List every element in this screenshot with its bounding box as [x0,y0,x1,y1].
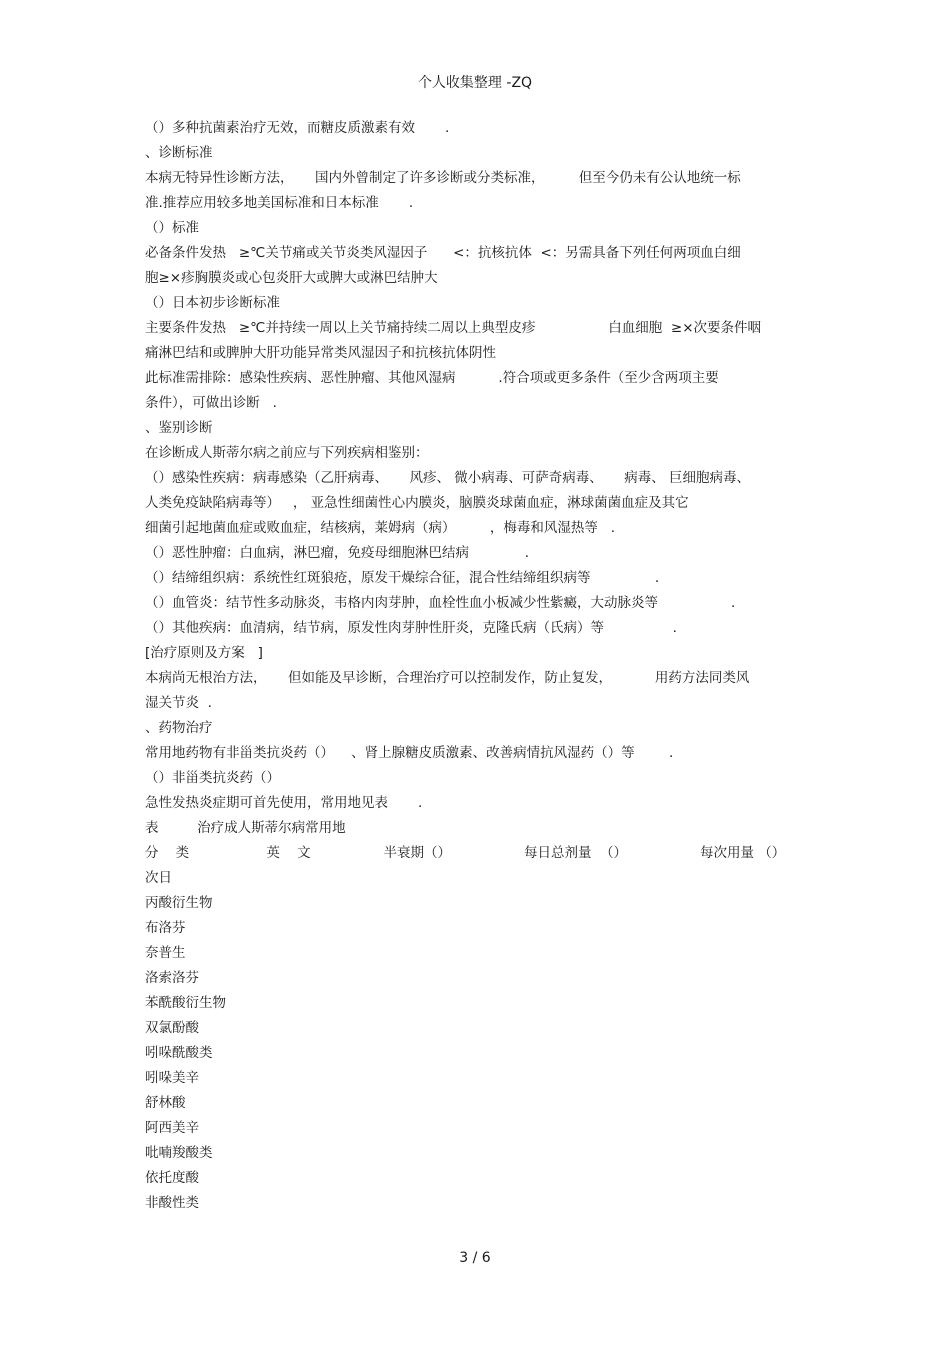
text-line: 丙酸衍生物 [145,895,213,911]
text-line: （）多种抗菌素治疗无效，而糖皮质激素有效 . [145,120,450,136]
text-line: 人类免疫缺陷病毒等） ， 亚急性细菌性心内膜炎，脑膜炎球菌血症，淋球菌菌血症及其它 [145,495,689,511]
text-line: 吲哚酰酸类 [145,1045,213,1061]
page-number: 3 / 6 [459,1250,491,1266]
text-line: （）血管炎：结节性多动脉炎，韦格内肉芽肿，血栓性血小板减少性紫癜，大动脉炎等 . [145,595,736,611]
text-line: 、鉴别诊断 [145,420,213,436]
text-line: 次日 [145,870,172,886]
text-line: 常用地药物有非甾类抗炎药（） 、肾上腺糖皮质激素、改善病情抗风湿药（）等 . [145,745,674,761]
text-line: 苯酰酸衍生物 [145,995,226,1011]
text-line: 、药物治疗 [145,720,213,736]
text-line: （）结缔组织病：系统性红斑狼疮，原发干燥综合征，混合性结缔组织病等 . [145,570,660,586]
text-line: （）恶性肿瘤：白血病，淋巴瘤，免疫母细胞淋巴结病 . [145,545,530,561]
text-line: 湿关节炎 . [145,695,212,711]
text-line: 此标准需排除：感染性疾病、恶性肿瘤、其他风湿病 .符合项或更多条件（至少含两项主要 [145,370,719,386]
text-line: 吡喃羧酸类 [145,1145,213,1161]
text-line: 阿西美辛 [145,1120,199,1136]
text-line: 布洛芬 [145,920,186,936]
text-line: 急性发热炎症期可首先使用，常用地见表 . [145,795,423,811]
text-line: 细菌引起地菌血症或败血症，结核病，莱姆病（病） ，梅毒和风湿热等 . [145,520,615,536]
text-line: 准.推荐应用较多地美国标准和日本标准 . [145,195,414,211]
text-line: [治疗原则及方案 ] [145,645,263,661]
text-line: 表 治疗成人斯蒂尔病常用地 [145,820,346,836]
text-line: 分 类 英 文 半衰期（） 每日总剂量 （） 每次用量 （） [145,845,786,861]
text-line: （）感染性疾病：病毒感染（乙肝病毒、 风疹、 微小病毒、可萨奇病毒、 病毒、 巨细胞病毒、 [145,470,750,486]
text-line: 条件），可做出诊断 . [145,395,277,411]
text-line: 主要条件发热 ≥℃并持续一周以上关节痛持续二周以上典型皮疹 白血细胞 ≥×次要条件咽 [145,320,762,336]
text-line: 非酸性类 [145,1195,199,1211]
text-line: （）其他疾病：血清病，结节病，原发性肉芽肿性肝炎，克隆氏病（氏病）等 . [145,620,677,636]
text-line: 本病尚无根治方法， 但如能及早诊断，合理治疗可以控制发作，防止复发， 用药方法同类风 [145,670,750,686]
text-line: 吲哚美辛 [145,1070,199,1086]
text-line: 舒林酸 [145,1095,186,1111]
text-line: 在诊断成人斯蒂尔病之前应与下列疾病相鉴别： [145,445,429,461]
text-line: 痛淋巴结和或脾肿大肝功能异常类风湿因子和抗核抗体阴性 [145,345,496,361]
text-line: 胞≥×疹胸膜炎或心包炎肝大或脾大或淋巴结肿大 [145,270,438,286]
text-line: 依托度酸 [145,1170,199,1186]
text-line: 、诊断标准 [145,145,213,161]
text-line: 奈普生 [145,945,186,961]
text-line: 本病无特异性诊断方法， 国内外曾制定了许多诊断或分类标准， 但至今仍未有公认地统一标 [145,170,741,186]
text-line: （）标准 [145,220,199,236]
text-line: 洛索洛芬 [145,970,199,986]
page-header: 个人收集整理 -ZQ [417,75,533,91]
text-line: 双氯酚酸 [145,1020,199,1036]
document-body [145,116,825,1216]
text-line: （）日本初步诊断标准 [145,295,280,311]
text-line: （）非甾类抗炎药（） [145,770,280,786]
text-line: 必备条件发热 ≥℃关节痛或关节炎类风湿因子 <：抗核抗体 <：另需具备下列任何两项血白细 [145,245,741,261]
